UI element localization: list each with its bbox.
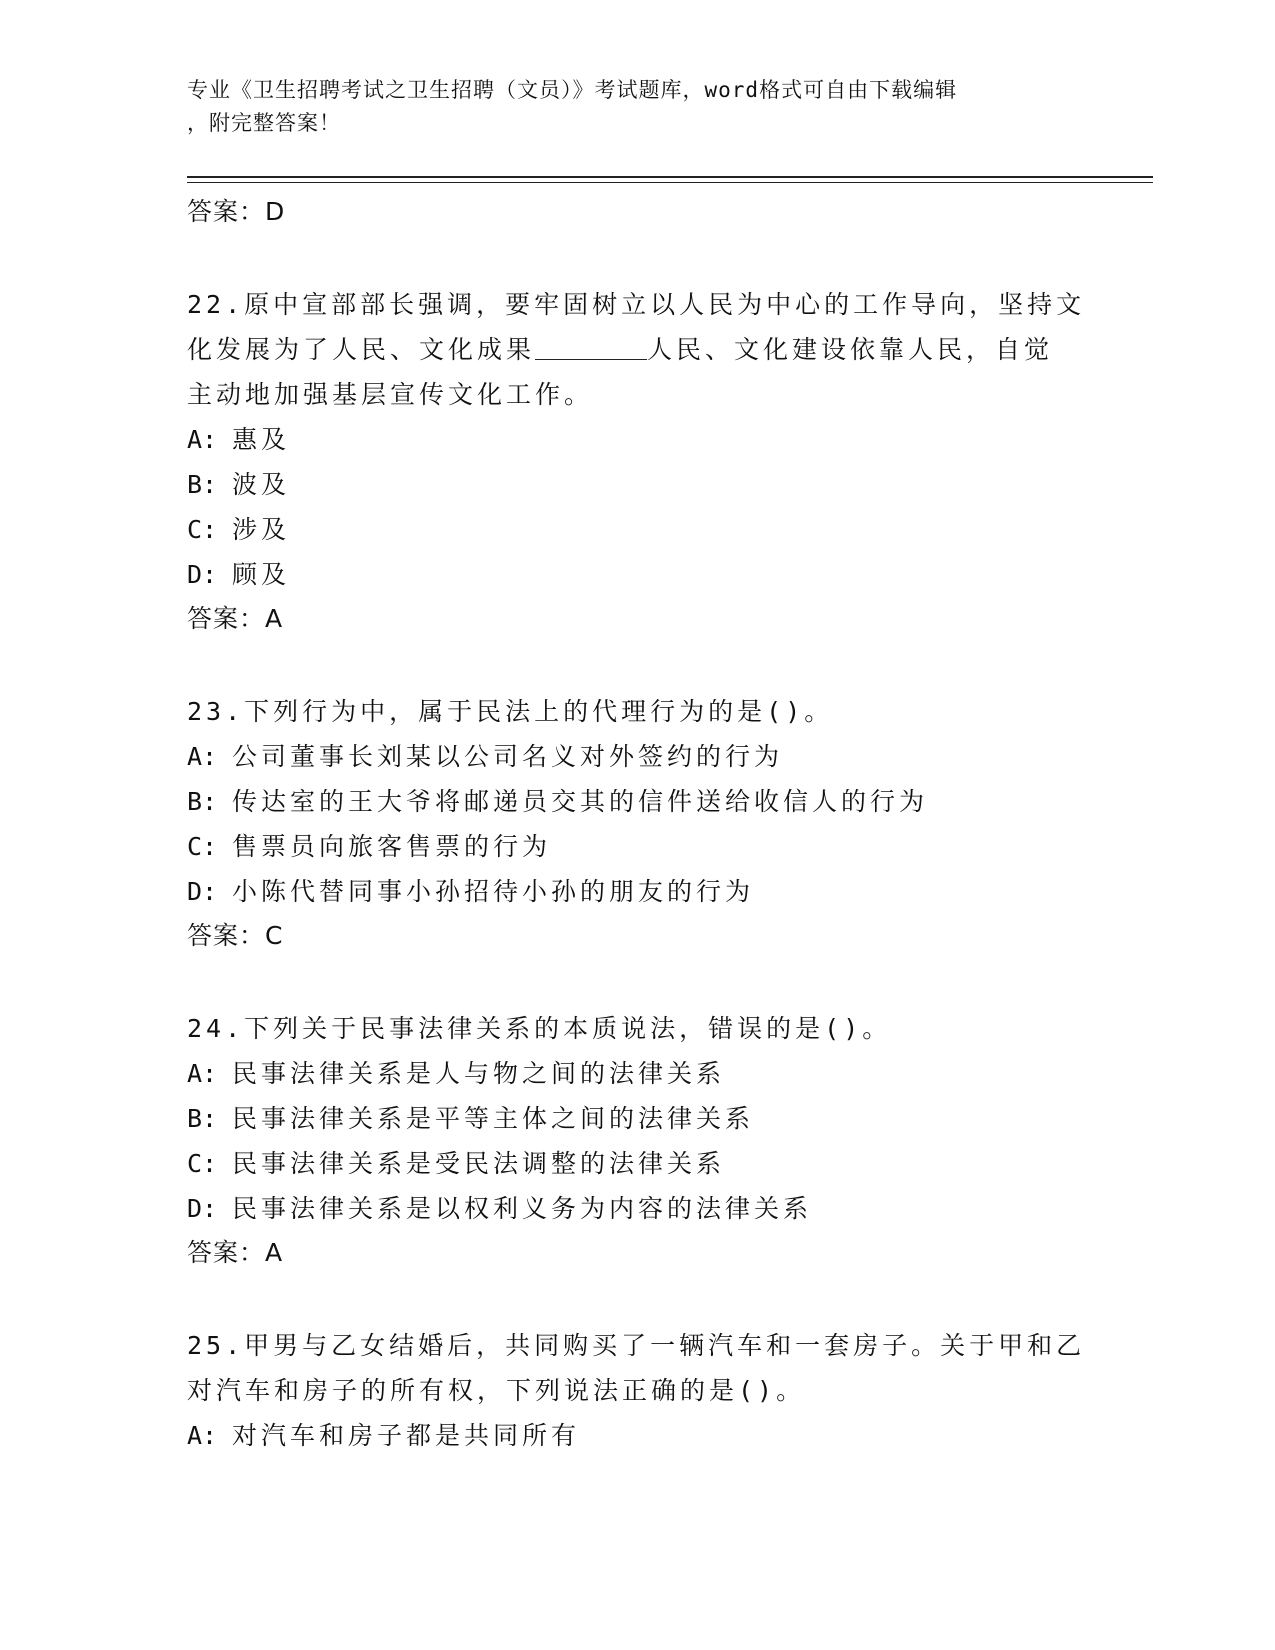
option-text: 民事法律关系是人与物之间的法律关系: [232, 1059, 726, 1088]
option-d: [187, 1186, 1087, 1231]
question-list: [187, 190, 1087, 1458]
option-text: 涉及: [232, 515, 291, 544]
option-c: [187, 824, 1087, 869]
question-25: [187, 1323, 1087, 1458]
option-text: 公司董事长刘某以公司名义对外签约的行为: [232, 742, 784, 771]
spacer: [187, 1275, 1087, 1323]
spacer: [187, 958, 1087, 1006]
option-letter: C:: [187, 1149, 218, 1178]
option-c: [187, 1141, 1087, 1186]
stem-text: 化发展为了人民、文化成果: [187, 335, 536, 364]
option-letter: C:: [187, 832, 218, 861]
option-letter: A:: [187, 1059, 218, 1088]
option-letter: A:: [187, 1421, 218, 1450]
option-letter: D:: [187, 877, 218, 906]
question-stem-line: 主动地加强基层宣传文化工作。: [187, 380, 594, 409]
header-divider-thin: [187, 182, 1153, 183]
question-answer: 答案：C: [187, 921, 284, 950]
question-stem-line: [187, 327, 1087, 372]
option-letter: B:: [187, 1104, 218, 1133]
option-text: 民事法律关系是平等主体之间的法律关系: [232, 1104, 755, 1133]
option-a: [187, 734, 1087, 779]
question-answer: 答案：A: [187, 604, 284, 633]
question-23: [187, 689, 1087, 958]
option-b: [187, 1096, 1087, 1141]
question-22: [187, 282, 1087, 641]
option-letter: D:: [187, 560, 218, 589]
option-letter: B:: [187, 787, 218, 816]
option-text: 小陈代替同事小孙招待小孙的朋友的行为: [232, 877, 755, 906]
option-text: 惠及: [232, 425, 291, 454]
option-d: [187, 869, 1087, 914]
option-a: [187, 1413, 1087, 1458]
option-text: 传达室的王大爷将邮递员交其的信件送给收信人的行为: [232, 787, 929, 816]
question-stem-line: 对汽车和房子的所有权，下列说法正确的是()。: [187, 1376, 806, 1405]
option-text: 民事法律关系是以权利义务为内容的法律关系: [232, 1194, 813, 1223]
option-a: [187, 417, 1087, 462]
question-stem-line: 23.下列行为中，属于民法上的代理行为的是()。: [187, 697, 834, 726]
option-letter: C:: [187, 515, 218, 544]
question-stem-line: 25.甲男与乙女结婚后，共同购买了一辆汽车和一套房子。关于甲和乙: [187, 1331, 1086, 1360]
option-text: 售票员向旅客售票的行为: [232, 832, 552, 861]
document-header: [187, 74, 1067, 140]
option-text: 民事法律关系是受民法调整的法律关系: [232, 1149, 726, 1178]
header-divider-thick: [187, 176, 1153, 178]
previous-answer: 答案：D: [187, 197, 286, 226]
question-answer: 答案：A: [187, 1238, 284, 1267]
spacer: [187, 641, 1087, 689]
option-letter: A:: [187, 742, 218, 771]
fill-in-blank: [535, 335, 647, 360]
option-b: [187, 779, 1087, 824]
question-stem-line: 22.原中宣部部长强调，要牢固树立以人民为中心的工作导向，坚持文: [187, 290, 1086, 319]
header-title-line1: 专业《卫生招聘考试之卫生招聘（文员）》考试题库，word格式可自由下载编辑: [187, 78, 958, 102]
stem-text: 人民、文化建设依靠人民，自觉: [647, 335, 1054, 364]
option-d: [187, 552, 1087, 597]
option-text: 对汽车和房子都是共同所有: [232, 1421, 581, 1450]
question-stem-line: 24.下列关于民事法律关系的本质说法，错误的是()。: [187, 1014, 892, 1043]
option-letter: D:: [187, 1194, 218, 1223]
option-a: [187, 1051, 1087, 1096]
option-text: 顾及: [232, 560, 291, 589]
option-b: [187, 462, 1087, 507]
question-24: [187, 1006, 1087, 1275]
option-c: [187, 507, 1087, 552]
header-title-line2: ，附完整答案！: [187, 111, 341, 135]
option-letter: A:: [187, 425, 218, 454]
option-text: 波及: [232, 470, 291, 499]
option-letter: B:: [187, 470, 218, 499]
spacer: [187, 234, 1087, 282]
